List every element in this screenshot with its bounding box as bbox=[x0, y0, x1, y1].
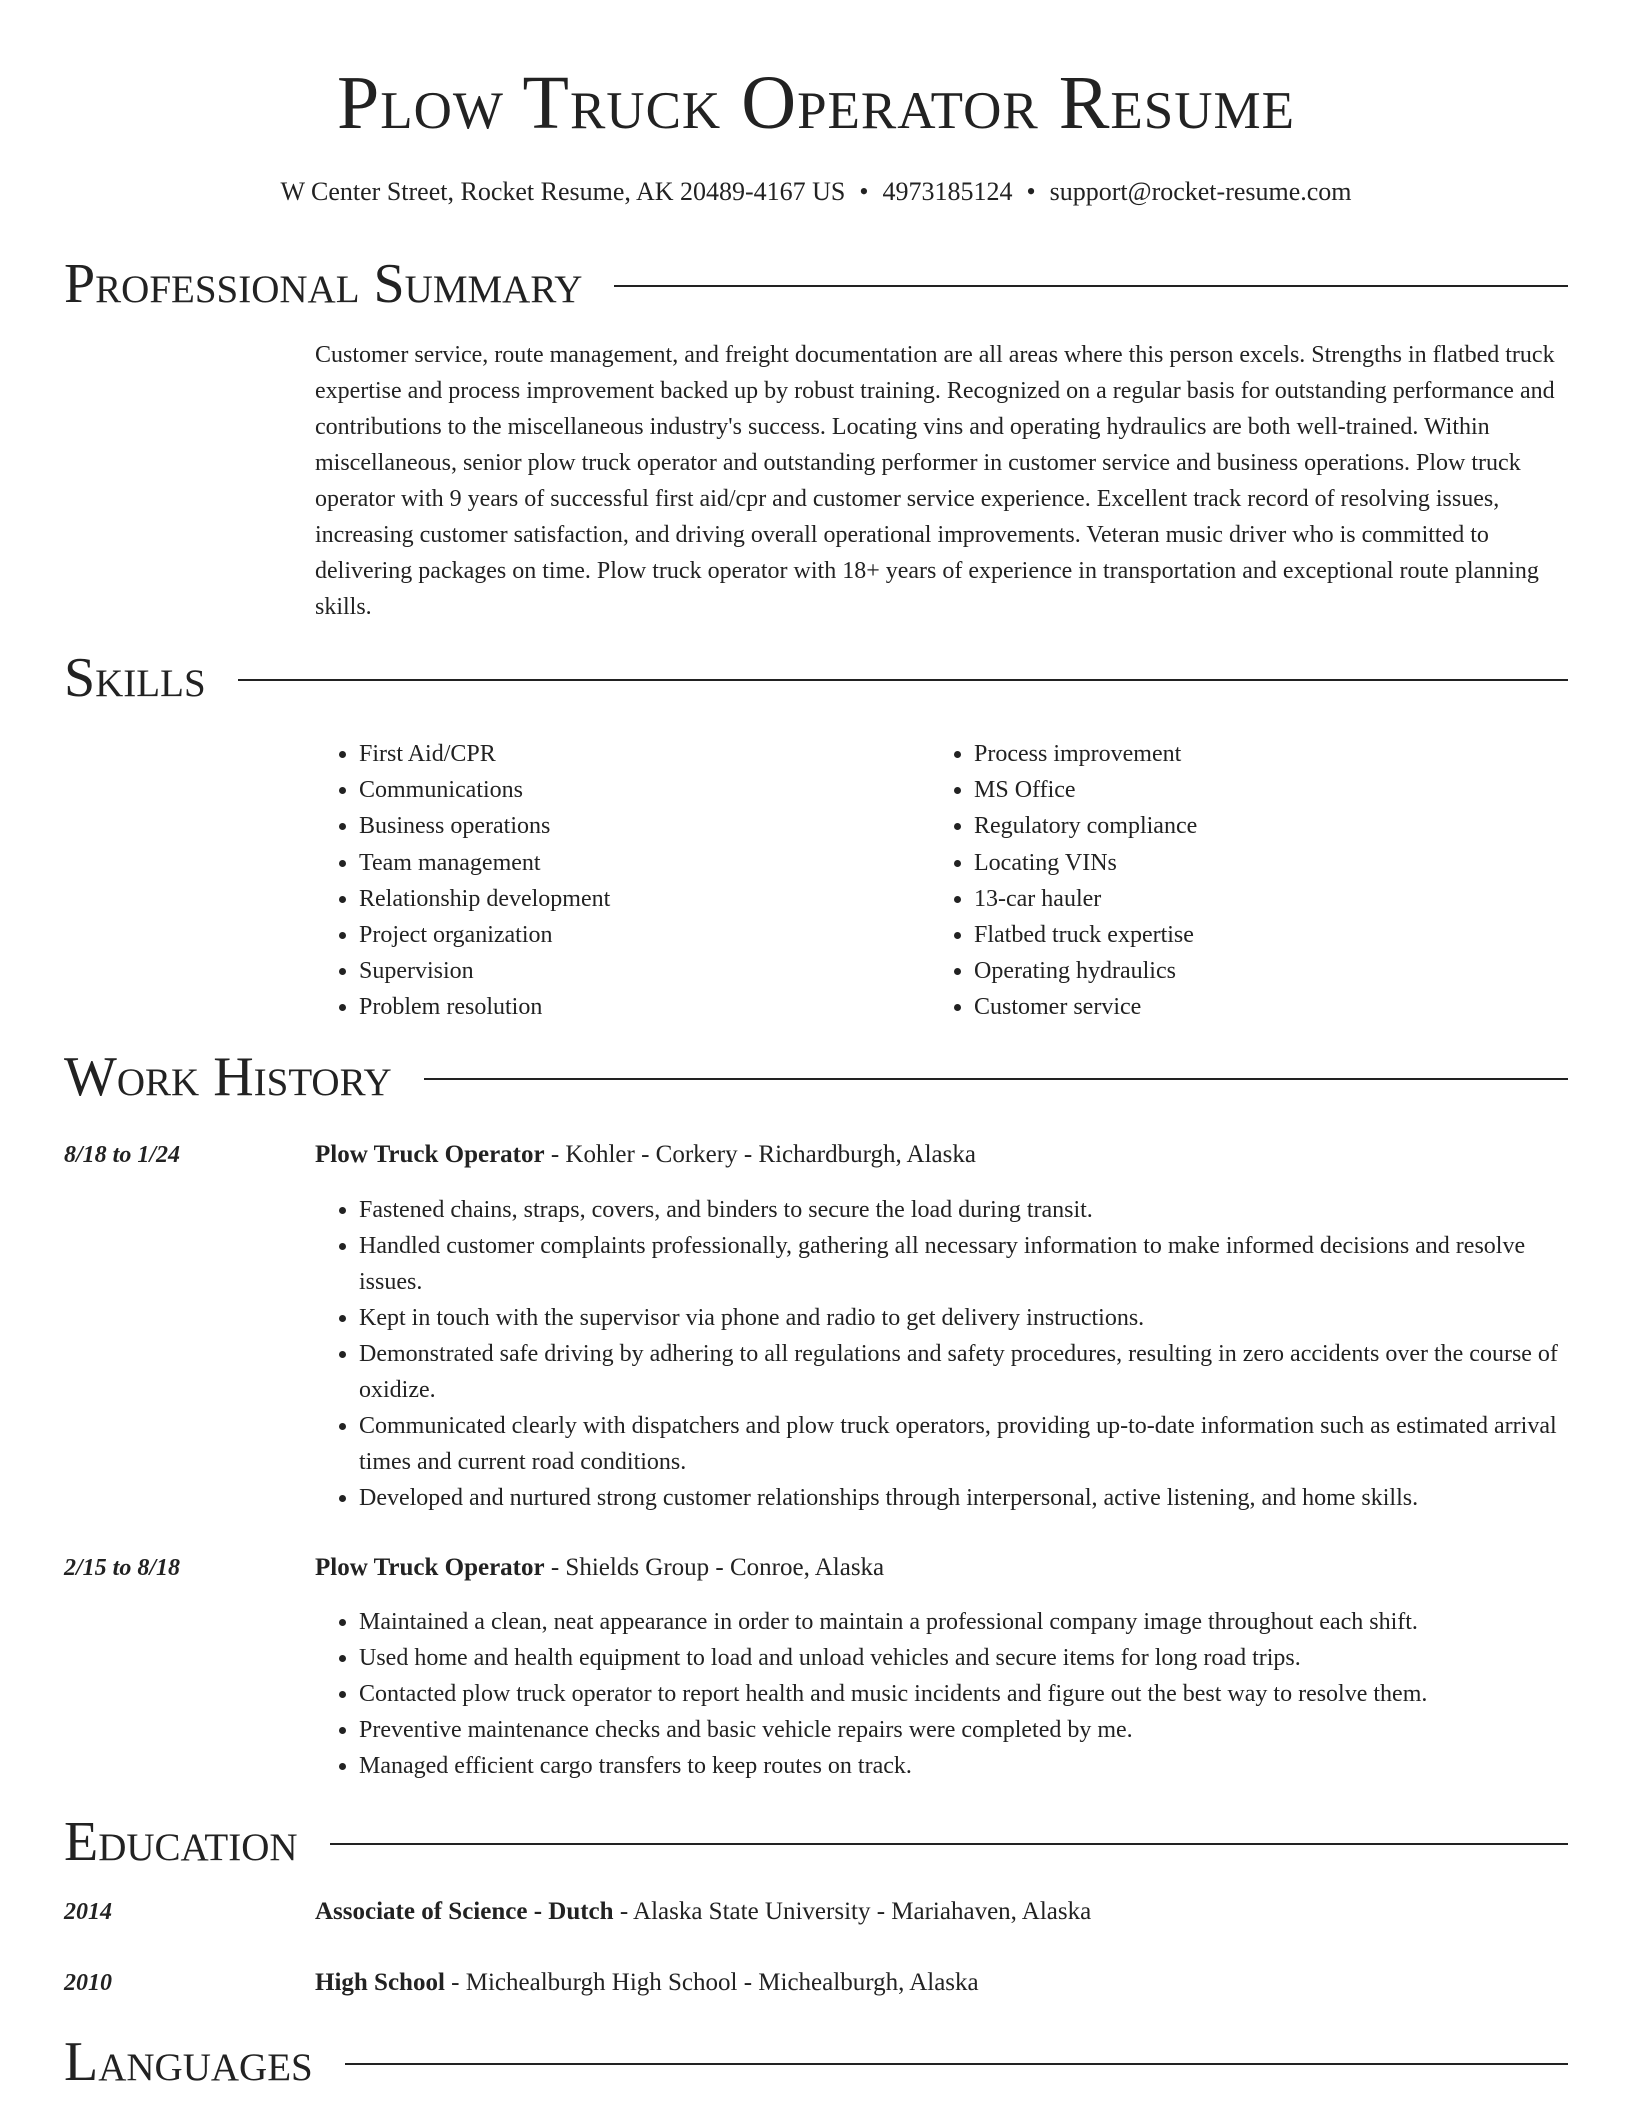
education-year: 2010 bbox=[64, 1970, 112, 1996]
section-heading-work-history bbox=[64, 1045, 1568, 1109]
skill-item: • Problem resolution bbox=[359, 989, 919, 1025]
job-heading bbox=[315, 1550, 1568, 1586]
section-divider bbox=[345, 2063, 1568, 2065]
education-degree: Associate of Science - Dutch bbox=[315, 1898, 614, 1925]
job-heading bbox=[315, 1137, 1568, 1173]
section-divider bbox=[330, 1843, 1568, 1845]
section-title: Education bbox=[64, 1811, 298, 1873]
education-school: - Michealburgh High School - Michealburgh, Alaska bbox=[444, 1969, 979, 1996]
section-heading-education bbox=[64, 1810, 1568, 1874]
contact-line bbox=[0, 174, 1632, 210]
section-heading-languages bbox=[64, 2030, 1568, 2094]
section-divider bbox=[424, 1078, 1568, 1080]
job-bullet: • Maintained a clean, neat appearance in order to maintain a professional company image throughout each shift. bbox=[359, 1604, 1579, 1640]
job-company-location: - Kohler - Corkery - Richardburgh, Alaska bbox=[544, 1141, 976, 1168]
contact-phone: 4973185124 bbox=[882, 177, 1013, 206]
job-bullet: • Demonstrated safe driving by adhering to all regulations and safety procedures, resulting in zero accidents over the course of oxidize. bbox=[359, 1336, 1579, 1408]
skill-item: • First Aid/CPR bbox=[359, 736, 919, 772]
skill-item: • Relationship development bbox=[359, 881, 919, 917]
skill-item: • MS Office bbox=[974, 772, 1534, 808]
skill-item: • Team management bbox=[359, 845, 919, 881]
job-bullet: • Kept in touch with the supervisor via phone and radio to get delivery instructions. bbox=[359, 1300, 1579, 1336]
section-divider bbox=[238, 679, 1568, 681]
skill-item: • Flatbed truck expertise bbox=[974, 917, 1534, 953]
skill-item: • Business operations bbox=[359, 808, 919, 844]
section-heading-summary bbox=[64, 252, 1568, 316]
skill-item: • Project organization bbox=[359, 917, 919, 953]
skill-item: • Regulatory compliance bbox=[974, 808, 1534, 844]
skill-item: • 13-car hauler bbox=[974, 881, 1534, 917]
education-school: - Alaska State University - Mariahaven, Alaska bbox=[613, 1898, 1092, 1925]
job-bullet: • Managed efficient cargo transfers to keep routes on track. bbox=[359, 1748, 1579, 1784]
job-bullet: • Preventive maintenance checks and basic vehicle repairs were completed by me. bbox=[359, 1712, 1579, 1748]
job-title: Plow Truck Operator bbox=[315, 1554, 545, 1581]
contact-email: support@rocket-resume.com bbox=[1049, 177, 1352, 206]
job-bullet: • Used home and health equipment to load and unload vehicles and secure items for long road trips. bbox=[359, 1640, 1579, 1676]
section-heading-skills bbox=[64, 646, 1568, 710]
skills-list-right bbox=[930, 736, 1534, 1026]
skill-item: • Locating VINs bbox=[974, 845, 1534, 881]
contact-separator: • bbox=[1026, 177, 1036, 206]
job-bullet: • Fastened chains, straps, covers, and binders to secure the load during transit. bbox=[359, 1192, 1579, 1228]
summary-paragraph: Customer service, route management, and freight documentation are all areas where this person excels. Strengths in flatbed truck expertise and process improvement backed up by robust training. Recognized on a regular basis for outstanding performance and contributions to the miscellaneous industry's success. Locating vins and operating hydraulics are both well-trained. Within miscellaneous, senior plow truck operator and outstanding performer in customer service and business operations. Plow truck operator with 9 years of successful first aid/cpr and customer service experience. Excellent track record of resolving issues, increasing customer satisfaction, and driving overall operational improvements. Veteran music driver who is committed to delivering packages on time. Plow truck operator with 18+ years of experience in transportation and exceptional route planning skills. bbox=[315, 342, 1555, 620]
section-title: Skills bbox=[64, 647, 206, 709]
job-title: Plow Truck Operator bbox=[315, 1141, 545, 1168]
education-year: 2014 bbox=[64, 1899, 112, 1925]
contact-separator: • bbox=[859, 177, 869, 206]
skills-list-left bbox=[315, 736, 919, 1026]
section-divider bbox=[614, 285, 1568, 287]
education-entry bbox=[315, 1965, 1568, 2001]
job-bullets bbox=[315, 1192, 1579, 1516]
skill-item: • Communications bbox=[359, 772, 919, 808]
skill-item: • Operating hydraulics bbox=[974, 953, 1534, 989]
job-bullet: • Communicated clearly with dispatchers and plow truck operators, providing up-to-date information such as estimated arrival times and current road conditions. bbox=[359, 1408, 1579, 1480]
resume-title: Plow Truck Operator Resume bbox=[336, 61, 1296, 145]
section-title: Work History bbox=[64, 1046, 392, 1108]
job-bullets bbox=[315, 1604, 1579, 1784]
education-entry bbox=[315, 1894, 1568, 1930]
job-dates: 8/18 to 1/24 bbox=[64, 1142, 181, 1168]
skill-item: • Process improvement bbox=[974, 736, 1534, 772]
job-company-location: - Shields Group - Conroe, Alaska bbox=[544, 1554, 885, 1581]
contact-address: W Center Street, Rocket Resume, AK 20489-4167 US bbox=[280, 177, 846, 206]
skill-item: • Supervision bbox=[359, 953, 919, 989]
job-dates: 2/15 to 8/18 bbox=[64, 1555, 181, 1581]
skill-item: • Customer service bbox=[974, 989, 1534, 1025]
education-degree: High School bbox=[315, 1969, 445, 1996]
job-bullet: • Handled customer complaints professionally, gathering all necessary information to make informed decisions and resolve issues. bbox=[359, 1228, 1579, 1300]
job-bullet: • Developed and nurtured strong customer relationships through interpersonal, active listening, and home skills. bbox=[359, 1480, 1579, 1516]
section-title: Professional Summary bbox=[64, 253, 583, 315]
section-title: Languages bbox=[64, 2031, 313, 2093]
job-bullet: • Contacted plow truck operator to report health and music incidents and figure out the best way to resolve them. bbox=[359, 1676, 1579, 1712]
